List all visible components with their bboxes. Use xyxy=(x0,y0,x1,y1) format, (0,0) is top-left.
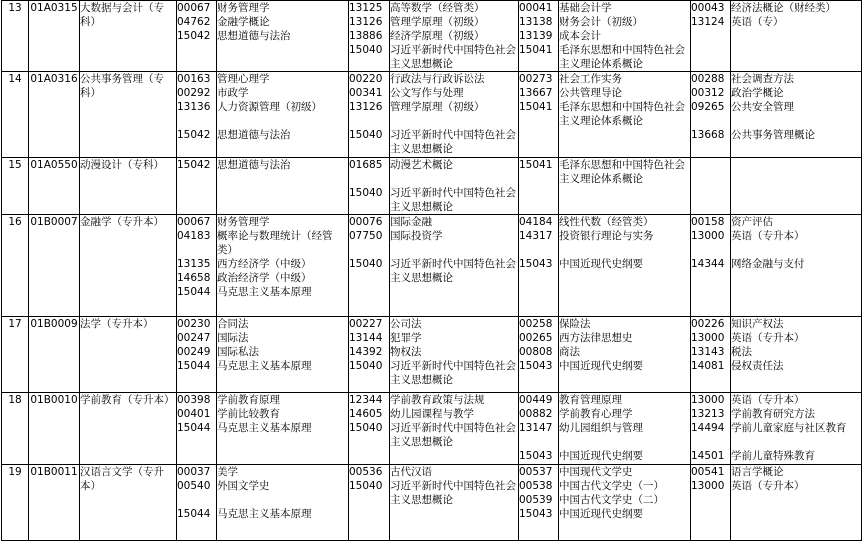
course-name: 思想道德与法治 xyxy=(217,159,291,171)
course-name-cell xyxy=(390,465,519,541)
course-name: 习近平新时代中国特色社会主义思想概论 xyxy=(390,129,516,155)
course-name: 管理学原理（初级） xyxy=(390,101,485,113)
course-name: 概率论与数理统计（经管类） xyxy=(217,230,333,256)
course-name-cell xyxy=(217,393,349,465)
course-name: 公共事务管理概论 xyxy=(731,129,815,141)
course-code xyxy=(691,114,730,128)
course-name: 物权法 xyxy=(390,346,422,358)
course-code: 15041 xyxy=(519,44,553,56)
course-code: 13000 xyxy=(691,332,725,344)
course-code: 00398 xyxy=(177,394,211,406)
major-name-cell: 学前教育（专升本） xyxy=(80,393,177,465)
table-row xyxy=(2,465,862,541)
major-code-cell: 01B0007 xyxy=(29,215,80,317)
course-name: 经济法概论（财经类） xyxy=(731,2,836,14)
course-name xyxy=(731,435,861,449)
course-name: 美学 xyxy=(217,466,238,478)
course-code: 14501 xyxy=(691,450,725,462)
course-code-cell xyxy=(519,393,559,465)
major-name-cell: 大数据与会计（专科） xyxy=(80,1,177,72)
course-code: 15042 xyxy=(177,159,211,171)
course-name: 西方经济学（中级） xyxy=(217,258,312,270)
course-name xyxy=(731,243,861,257)
course-code-cell xyxy=(177,215,217,317)
course-code: 04183 xyxy=(177,230,211,242)
course-code: 00265 xyxy=(519,332,553,344)
course-code-cell xyxy=(691,393,731,465)
row-index-cell: 16 xyxy=(2,215,29,317)
course-name: 英语（专升本） xyxy=(731,480,805,492)
major-name-cell: 动漫设计（专科） xyxy=(80,158,177,215)
course-code: 15041 xyxy=(519,159,553,171)
course-name: 幼儿园课程与教学 xyxy=(390,408,474,420)
course-name xyxy=(217,493,348,507)
course-code: 13125 xyxy=(349,2,383,14)
course-code: 13886 xyxy=(349,30,383,42)
course-code: 04184 xyxy=(519,216,553,228)
course-name: 成本会计 xyxy=(559,30,601,42)
course-code-cell xyxy=(691,158,731,215)
course-code: 15040 xyxy=(349,44,383,56)
course-code: 00220 xyxy=(349,73,383,85)
course-code: 14344 xyxy=(691,258,725,270)
course-code: 00163 xyxy=(177,73,211,85)
course-name: 政治学概论 xyxy=(731,87,784,99)
course-code-cell xyxy=(519,158,559,215)
course-name: 思想道德与法治 xyxy=(217,129,291,141)
course-code: 13124 xyxy=(691,16,725,28)
course-name: 学前比较教育 xyxy=(217,408,280,420)
course-code: 00312 xyxy=(691,87,725,99)
course-code: 13000 xyxy=(691,394,725,406)
course-code: 00226 xyxy=(691,318,725,330)
course-name: 习近平新时代中国特色社会主义思想概论 xyxy=(390,258,516,284)
course-name xyxy=(217,114,348,128)
course-name: 资产评估 xyxy=(731,216,773,228)
course-code: 00158 xyxy=(691,216,725,228)
course-name-cell xyxy=(559,158,691,215)
major-code-cell: 01A0550 xyxy=(29,158,80,215)
course-name: 金融学概论 xyxy=(217,16,270,28)
course-code: 00037 xyxy=(177,466,211,478)
course-name xyxy=(559,435,690,449)
course-code: 00536 xyxy=(349,466,383,478)
course-code: 15044 xyxy=(177,360,211,372)
course-code: 00288 xyxy=(691,73,725,85)
course-name: 财务会计（初级） xyxy=(559,16,643,28)
course-name-cell xyxy=(559,72,691,158)
course-code-cell xyxy=(349,465,390,541)
course-code: 13126 xyxy=(349,16,383,28)
course-code: 00230 xyxy=(177,318,211,330)
course-code-cell xyxy=(691,215,731,317)
course-name: 毛泽东思想和中国特色社会主义理论体系概论 xyxy=(559,101,685,127)
course-name-cell xyxy=(559,317,691,393)
course-name: 学前教育心理学 xyxy=(559,408,633,420)
course-code: 13139 xyxy=(519,30,553,42)
course-name: 中国近现代史纲要 xyxy=(559,508,643,520)
course-code: 15043 xyxy=(519,258,553,270)
course-code: 15044 xyxy=(177,508,211,520)
course-name-cell xyxy=(217,1,349,72)
major-name-cell: 金融学（专升本） xyxy=(80,215,177,317)
course-code: 13667 xyxy=(519,87,553,99)
row-index-cell: 19 xyxy=(2,465,29,541)
course-code-cell xyxy=(349,72,390,158)
course-name: 国际金融 xyxy=(390,216,432,228)
course-code xyxy=(691,243,730,257)
course-name: 毛泽东思想和中国特色社会主义理论体系概论 xyxy=(559,44,685,70)
course-code: 13143 xyxy=(691,346,725,358)
course-code-cell xyxy=(519,1,559,72)
course-name xyxy=(390,243,518,257)
table-row xyxy=(2,393,862,465)
course-name: 税法 xyxy=(731,346,752,358)
course-name: 动漫艺术概论 xyxy=(390,159,453,171)
course-name: 中国近现代史纲要 xyxy=(559,258,643,270)
course-code: 07750 xyxy=(349,230,383,242)
course-code-cell xyxy=(519,215,559,317)
course-code: 14605 xyxy=(349,408,383,420)
course-name-cell xyxy=(559,1,691,72)
course-name: 基础会计学 xyxy=(559,2,612,14)
course-code: 00249 xyxy=(177,346,211,358)
course-name: 保险法 xyxy=(559,318,591,330)
course-name: 公共管理导论 xyxy=(559,87,622,99)
course-code: 13147 xyxy=(519,422,553,434)
course-name: 中国近现代史纲要 xyxy=(559,450,643,462)
course-name: 管理心理学 xyxy=(217,73,270,85)
course-name: 英语（专升本） xyxy=(731,332,805,344)
course-name: 高等数学（经管类） xyxy=(390,2,485,14)
course-code: 15043 xyxy=(519,360,553,372)
major-name-cell: 公共事务管理（专科） xyxy=(80,72,177,158)
major-code-cell: 01A0315 xyxy=(29,1,80,72)
row-index-cell: 17 xyxy=(2,317,29,393)
course-name-cell xyxy=(731,393,862,465)
course-code-cell xyxy=(177,72,217,158)
course-name: 学前教育政策与法规 xyxy=(390,394,485,406)
course-code xyxy=(519,243,558,257)
course-code: 00292 xyxy=(177,87,211,99)
course-code xyxy=(349,172,389,186)
course-code: 15043 xyxy=(519,508,553,520)
course-code: 14317 xyxy=(519,230,553,242)
course-name-cell xyxy=(731,158,862,215)
course-code: 15041 xyxy=(519,101,553,113)
course-code-cell xyxy=(691,465,731,541)
course-name: 人力资源管理（初级） xyxy=(217,101,322,113)
course-name-cell xyxy=(731,1,862,72)
course-code: 00067 xyxy=(177,216,211,228)
course-name: 公文写作与处理 xyxy=(390,87,464,99)
course-name: 国际法 xyxy=(217,332,249,344)
course-name: 网络金融与支付 xyxy=(731,258,805,270)
course-name: 政治经济学（中级） xyxy=(217,272,312,284)
course-code-cell xyxy=(691,1,731,72)
course-code: 00538 xyxy=(519,480,553,492)
course-name: 西方法律思想史 xyxy=(559,332,633,344)
course-name: 习近平新时代中国特色社会主义思想概论 xyxy=(390,44,516,70)
course-code: 00808 xyxy=(519,346,553,358)
course-name: 毛泽东思想和中国特色社会主义理论体系概论 xyxy=(559,159,685,185)
course-name: 外国文学史 xyxy=(217,480,270,492)
course-name: 社会工作实务 xyxy=(559,73,622,85)
course-code: 15040 xyxy=(349,187,383,199)
course-code xyxy=(177,493,216,507)
course-name: 英语（专升本） xyxy=(731,394,805,406)
table-row xyxy=(2,317,862,393)
course-name: 马克思主义基本原理 xyxy=(217,360,312,372)
course-code: 14081 xyxy=(691,360,725,372)
course-code: 15042 xyxy=(177,30,211,42)
course-code: 15040 xyxy=(349,129,383,141)
course-name: 英语（专） xyxy=(731,16,784,28)
course-code: 00041 xyxy=(519,2,553,14)
course-name: 线性代数（经管类） xyxy=(559,216,654,228)
course-name: 习近平新时代中国特色社会主义思想概论 xyxy=(390,422,516,448)
course-name: 投资银行理论与实务 xyxy=(559,230,654,242)
course-code-cell xyxy=(349,215,390,317)
course-name-cell xyxy=(731,215,862,317)
course-name-cell xyxy=(390,393,519,465)
course-name: 幼儿园组织与管理 xyxy=(559,422,643,434)
course-name: 公共安全管理 xyxy=(731,101,794,113)
course-name: 学前教育原理 xyxy=(217,394,280,406)
course-code-cell xyxy=(177,1,217,72)
course-name-cell xyxy=(217,465,349,541)
course-code-cell xyxy=(349,317,390,393)
course-name: 商法 xyxy=(559,346,580,358)
course-name: 马克思主义基本原理 xyxy=(217,508,312,520)
course-name-cell xyxy=(390,317,519,393)
course-code: 00537 xyxy=(519,466,553,478)
course-code: 00273 xyxy=(519,73,553,85)
course-code: 13213 xyxy=(691,408,725,420)
course-name: 财务管理学 xyxy=(217,216,270,228)
course-code: 00043 xyxy=(691,2,725,14)
table-row xyxy=(2,1,862,72)
major-name-cell: 汉语言文学（专升本） xyxy=(80,465,177,541)
course-code: 15044 xyxy=(177,286,211,298)
course-code: 13000 xyxy=(691,480,725,492)
course-code-cell xyxy=(349,393,390,465)
course-name-cell xyxy=(731,465,862,541)
course-code-cell xyxy=(177,465,217,541)
course-code: 00449 xyxy=(519,394,553,406)
course-code: 00539 xyxy=(519,494,553,506)
course-code: 14392 xyxy=(349,346,383,358)
course-code: 15040 xyxy=(349,258,383,270)
course-name xyxy=(731,114,861,128)
course-code: 12344 xyxy=(349,394,383,406)
course-code: 09265 xyxy=(691,101,725,113)
course-name: 马克思主义基本原理 xyxy=(217,422,312,434)
table-row xyxy=(2,215,862,317)
course-name: 中国古代文学史（二） xyxy=(559,494,664,506)
course-code: 04762 xyxy=(177,16,211,28)
course-name-cell xyxy=(559,215,691,317)
major-name-cell: 法学（专升本） xyxy=(80,317,177,393)
course-name: 中国现代文学史 xyxy=(559,466,633,478)
course-code-cell xyxy=(691,317,731,393)
course-code-cell xyxy=(349,158,390,215)
course-code: 00882 xyxy=(519,408,553,420)
course-name: 中国近现代史纲要 xyxy=(559,360,643,372)
course-name: 教育管理原理 xyxy=(559,394,622,406)
course-code: 13126 xyxy=(349,101,383,113)
course-name-cell xyxy=(217,72,349,158)
course-code-cell xyxy=(177,317,217,393)
course-code-cell xyxy=(349,1,390,72)
course-name: 行政法与行政诉讼法 xyxy=(390,73,485,85)
course-name: 知识产权法 xyxy=(731,318,784,330)
major-code-cell: 01A0316 xyxy=(29,72,80,158)
course-code: 00247 xyxy=(177,332,211,344)
course-code: 15043 xyxy=(519,450,553,462)
course-code xyxy=(519,435,558,449)
course-name: 古代汉语 xyxy=(390,466,432,478)
course-name: 公司法 xyxy=(390,318,422,330)
course-code-cell xyxy=(519,317,559,393)
course-name: 思想道德与法治 xyxy=(217,30,291,42)
course-name-cell xyxy=(731,317,862,393)
course-name: 学前儿童特殊教育 xyxy=(731,450,815,462)
row-index-cell: 18 xyxy=(2,393,29,465)
course-code: 15040 xyxy=(349,480,383,492)
course-code xyxy=(349,243,389,257)
course-name: 财务管理学 xyxy=(217,2,270,14)
course-code: 00541 xyxy=(691,466,725,478)
course-name: 学前教育研究方法 xyxy=(731,408,815,420)
course-name-cell xyxy=(217,158,349,215)
row-index-cell: 15 xyxy=(2,158,29,215)
course-name: 中国古代文学史（一） xyxy=(559,480,664,492)
course-code: 00076 xyxy=(349,216,383,228)
course-code: 01685 xyxy=(349,159,383,171)
course-code xyxy=(691,435,730,449)
course-name xyxy=(390,172,518,186)
course-code: 00540 xyxy=(177,480,211,492)
course-name: 国际投资学 xyxy=(390,230,443,242)
course-code-cell xyxy=(519,72,559,158)
table-row xyxy=(2,72,862,158)
course-name: 习近平新时代中国特色社会主义思想概论 xyxy=(390,187,516,213)
course-code xyxy=(177,114,216,128)
course-name: 语言学概论 xyxy=(731,466,784,478)
course-name: 管理学原理（初级） xyxy=(390,16,485,28)
course-code: 13138 xyxy=(519,16,553,28)
course-code: 15040 xyxy=(349,360,383,372)
course-name-cell xyxy=(390,72,519,158)
course-code-cell xyxy=(691,72,731,158)
course-code: 13000 xyxy=(691,230,725,242)
major-code-cell: 01B0010 xyxy=(29,393,80,465)
course-name-cell xyxy=(390,215,519,317)
course-name-cell xyxy=(559,465,691,541)
course-code: 15044 xyxy=(177,422,211,434)
course-name-cell xyxy=(390,1,519,72)
exam-schedule-table xyxy=(1,0,862,541)
course-name: 学前儿童家庭与社区教育 xyxy=(731,422,847,434)
course-name-cell xyxy=(217,317,349,393)
course-code: 00067 xyxy=(177,2,211,14)
course-name: 合同法 xyxy=(217,318,249,330)
course-code-cell xyxy=(177,393,217,465)
course-code: 13135 xyxy=(177,258,211,270)
table-row xyxy=(2,158,862,215)
course-name: 国际私法 xyxy=(217,346,259,358)
course-name-cell xyxy=(559,393,691,465)
course-name: 犯罪学 xyxy=(390,332,422,344)
course-name: 英语（专升本） xyxy=(731,230,805,242)
row-index-cell: 14 xyxy=(2,72,29,158)
course-code: 13668 xyxy=(691,129,725,141)
major-code-cell: 01B0011 xyxy=(29,465,80,541)
course-code: 00258 xyxy=(519,318,553,330)
course-code: 14494 xyxy=(691,422,725,434)
course-code: 00401 xyxy=(177,408,211,420)
course-name: 社会调查方法 xyxy=(731,73,794,85)
course-code: 15042 xyxy=(177,129,211,141)
course-name: 侵权责任法 xyxy=(731,360,784,372)
course-code: 00341 xyxy=(349,87,383,99)
course-name-cell xyxy=(731,72,862,158)
course-name: 习近平新时代中国特色社会主义思想概论 xyxy=(390,360,516,386)
course-name: 经济学原理（初级） xyxy=(390,30,485,42)
course-code: 13136 xyxy=(177,101,211,113)
course-name: 市政学 xyxy=(217,87,249,99)
course-name: 习近平新时代中国特色社会主义思想概论 xyxy=(390,480,516,506)
course-code xyxy=(349,114,389,128)
course-code: 14658 xyxy=(177,272,211,284)
course-code: 13144 xyxy=(349,332,383,344)
course-name xyxy=(559,243,690,257)
course-name: 马克思主义基本原理 xyxy=(217,286,312,298)
course-code-cell xyxy=(177,158,217,215)
course-name-cell xyxy=(217,215,349,317)
major-code-cell: 01B0009 xyxy=(29,317,80,393)
course-code: 15040 xyxy=(349,422,383,434)
course-name xyxy=(390,114,518,128)
row-index-cell: 13 xyxy=(2,1,29,72)
course-code-cell xyxy=(519,465,559,541)
course-name-cell xyxy=(390,158,519,215)
course-code: 00227 xyxy=(349,318,383,330)
